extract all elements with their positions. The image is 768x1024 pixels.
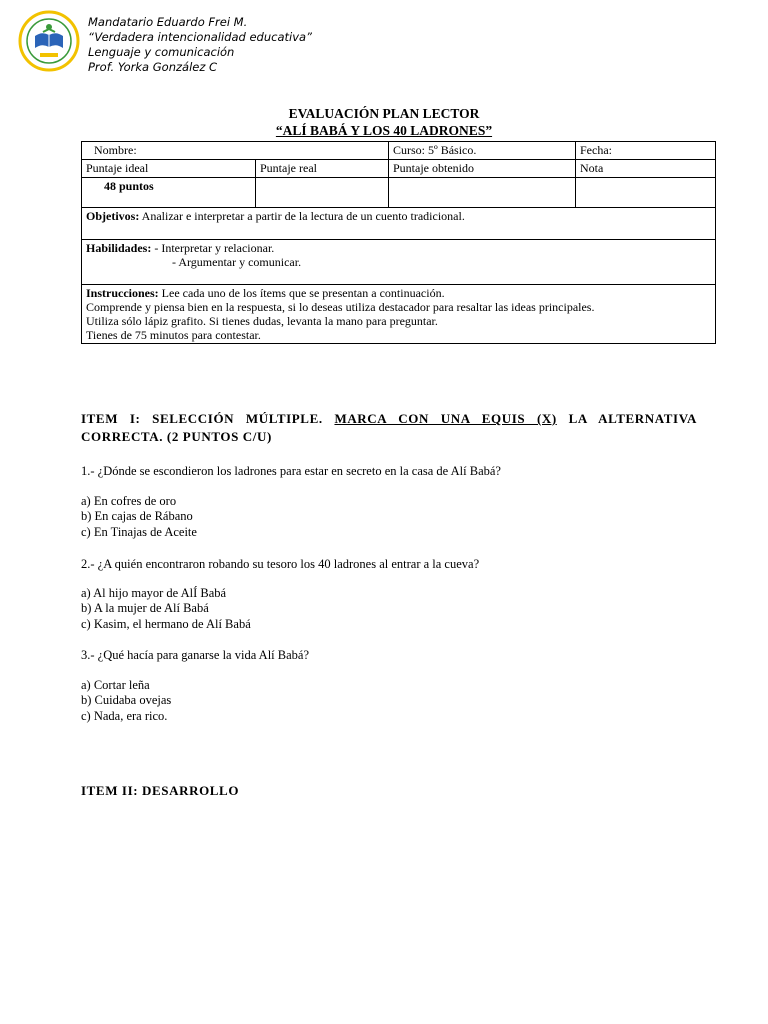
item-2-heading: ITEM II: DESARROLLO	[81, 783, 240, 798]
option-2a[interactable]: a) Al hijo mayor de AlÍ Babá	[81, 586, 227, 600]
instrucciones-cell: Instrucciones: Lee cada uno de los ítems que se presentan a continuación. Comprende y piensa bien en la respuesta, si lo deseas utiliza destacador para resaltar las ideas principales. Utiliza sólo lápiz grafito. Si tienes dudas, levanta la mano para preguntar. Tienes de 75 minutos para contestar.	[82, 285, 716, 344]
puntaje-obtenido-header: Puntaje obtenido	[389, 160, 576, 178]
fecha-cell[interactable]: Fecha:	[576, 142, 716, 160]
question-2: 2.- ¿A quién encontraron robando su tesoro los 40 ladrones al entrar a la cueva?	[81, 557, 480, 571]
question-3: 3.- ¿Qué hacía para ganarse la vida Alí Babá?	[81, 648, 310, 662]
habilidades-cell: Habilidades: - Interpretar y relacionar. - Argumentar y comunicar.	[82, 240, 716, 285]
option-2c[interactable]: c) Kasim, el hermano de Alí Babá	[81, 616, 251, 631]
puntaje-real-value[interactable]	[256, 178, 389, 208]
option-1b[interactable]: b) En cajas de Rábano	[81, 509, 193, 524]
item-1-heading: ITEM I: SELECCIÓN MÚLTIPLE. MARCA CON UNA EQUIS (X) LA ALTERNATIVA CORRECTA. (2 PUNTOS C/U)	[81, 411, 697, 444]
option-1a[interactable]: a) En cofres de oro	[81, 494, 177, 508]
title-line-2: “ALÍ BABÁ Y LOS 40 LADRONES”	[275, 123, 493, 138]
question-2-options	[81, 586, 251, 632]
info-table	[81, 141, 716, 344]
curso-cell: Curso: 5º Básico.	[389, 142, 576, 160]
title-line-1: EVALUACIÓN PLAN LECTOR	[288, 106, 480, 121]
puntaje-real-header: Puntaje real	[256, 160, 389, 178]
puntaje-ideal-header: Puntaje ideal	[82, 160, 256, 178]
objetivos-cell: Objetivos: Analizar e interpretar a partir de la lectura de un cuento tradicional.	[82, 208, 716, 240]
nota-value[interactable]	[576, 178, 716, 208]
header-line-4: Prof. Yorka González C	[88, 60, 218, 74]
nota-header: Nota	[576, 160, 716, 178]
puntaje-ideal-value: 48 puntos	[82, 178, 256, 208]
option-2b[interactable]: b) A la mujer de Alí Babá	[81, 601, 209, 616]
header-line-3: Lenguaje y comunicación	[88, 45, 235, 59]
header-text	[88, 15, 388, 75]
puntaje-obtenido-value[interactable]	[389, 178, 576, 208]
header-line-1: Mandatario Eduardo Frei M.	[88, 15, 248, 29]
option-3c[interactable]: c) Nada, era rico.	[81, 708, 168, 723]
header-line-2: “Verdadera intencionalidad educativa”	[88, 30, 313, 44]
nombre-cell[interactable]: Nombre:	[82, 142, 389, 160]
school-logo-icon	[18, 10, 80, 72]
option-1c[interactable]: c) En Tinajas de Aceite	[81, 524, 197, 539]
question-3-options	[81, 678, 171, 724]
question-1: 1.- ¿Dónde se escondieron los ladrones para estar en secreto en la casa de Alí Babá?	[81, 464, 501, 478]
question-1-options	[81, 494, 197, 540]
option-3a[interactable]: a) Cortar leña	[81, 678, 150, 692]
option-3b[interactable]: b) Cuidaba ovejas	[81, 693, 172, 708]
